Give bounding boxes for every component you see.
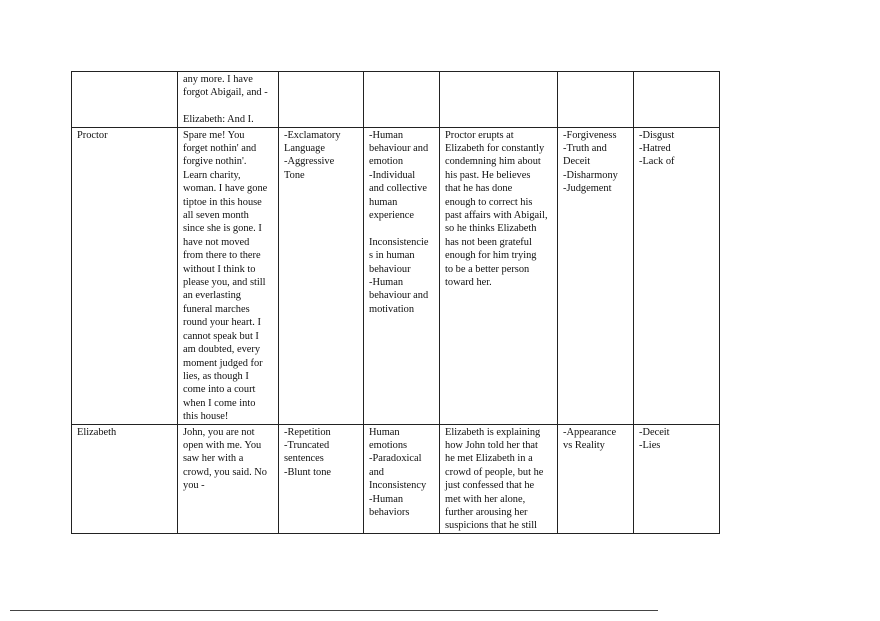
cell-line: enough for him trying (445, 250, 537, 262)
emotion-cell (634, 424, 720, 533)
cell-line: forgot Abigail, and - (183, 87, 268, 99)
theme-cell (558, 127, 634, 424)
quote-cell (178, 72, 279, 128)
cell-line: toward her. (445, 277, 492, 289)
cell-line: -Hatred (639, 143, 671, 155)
cell-line: Tone (284, 169, 305, 181)
cell-line: Proctor erupts at (445, 129, 514, 141)
cell-line: behaviour and (369, 143, 429, 155)
cell-line: met with her alone, (445, 493, 526, 505)
cell-line: behaviour (369, 263, 411, 275)
cell-line: -Disgust (639, 129, 675, 141)
explanation-cell (440, 127, 558, 424)
cell-line: sentences (284, 453, 324, 465)
concept-cell (364, 424, 440, 533)
cell-line: -Exclamatory (284, 129, 341, 141)
footer-rule (10, 610, 658, 611)
proctor-row (72, 127, 720, 424)
cell-line: -Human (369, 129, 404, 141)
cell-line: tiptoe in this house (183, 196, 262, 208)
cell-line: -Judgement (563, 183, 612, 195)
cell-line: John, you are not (183, 426, 255, 438)
character-cell (72, 72, 178, 128)
cell-line: how John told her that (445, 439, 538, 451)
cell-line: -Appearance (563, 426, 617, 438)
technique-cell (279, 72, 364, 128)
cell-line: suspicions that he still (445, 520, 538, 532)
cell-line: Elizabeth (77, 426, 117, 438)
cell-line: an everlasting (183, 290, 241, 302)
cell-line: experience (369, 210, 414, 222)
character-cell (72, 424, 178, 533)
explanation-cell (440, 424, 558, 533)
cell-line: s in human (369, 250, 415, 262)
cell-line: cannot speak but I (183, 330, 259, 342)
cell-line: crowd of people, but he (445, 466, 544, 478)
cell-line: any more. I have (183, 74, 253, 85)
cell-line: to be a better person (445, 263, 530, 275)
cell-line: -Individual (369, 169, 416, 181)
cell-line: vs Reality (563, 439, 605, 451)
elizabeth-row (72, 424, 720, 533)
cell-line: he met Elizabeth in a (445, 453, 533, 465)
cell-line: moment judged for (183, 357, 263, 369)
technique-cell (279, 424, 364, 533)
quote-cell (178, 424, 279, 533)
cell-line: -Truncated (284, 439, 330, 451)
cell-line: -Paradoxical (369, 453, 422, 465)
cell-line: -Disharmony (563, 169, 618, 181)
cell-line: please you, and still (183, 277, 266, 289)
analysis-table (71, 71, 720, 534)
cell-line: forget nothin' and (183, 143, 257, 155)
theme-cell (558, 424, 634, 533)
cell-line: has not been grateful (445, 236, 532, 248)
cell-line: Learn charity, (183, 169, 241, 181)
cell-line: you - (183, 480, 205, 492)
cell-line: that he has done (445, 183, 513, 195)
cell-line: and (369, 466, 385, 478)
cell-line: Proctor (77, 129, 108, 141)
cell-line: crowd, you said. No (183, 466, 267, 478)
cell-line: condemning him about (445, 156, 541, 168)
cell-line: just confessed that he (445, 480, 535, 492)
cell-line: human (369, 196, 398, 208)
quote-cell (178, 127, 279, 424)
cell-line (183, 100, 273, 113)
cell-line: behaviors (369, 506, 410, 518)
continuation-row (72, 72, 720, 128)
cell-line: his past. He believes (445, 169, 531, 181)
cell-line: come into a court (183, 384, 256, 396)
explanation-cell (440, 72, 558, 128)
cell-line: Inconsistency (369, 480, 427, 492)
cell-line: so he thinks Elizabeth (445, 223, 537, 235)
cell-line: all seven month (183, 210, 249, 222)
cell-line: past affairs with Abigail, (445, 210, 548, 222)
cell-line: -Truth and (563, 143, 607, 155)
cell-line: Language (284, 143, 325, 155)
cell-line: since she is gone. I (183, 223, 262, 235)
cell-line: when I come into (183, 397, 256, 409)
cell-line: Elizabeth: And I. (183, 114, 254, 126)
concept-cell (364, 72, 440, 128)
emotion-cell (634, 127, 720, 424)
cell-line: enough to correct his (445, 196, 533, 208)
cell-line: emotions (369, 439, 408, 451)
cell-line: Inconsistencie (369, 236, 429, 248)
cell-line: without I think to (183, 263, 256, 275)
cell-line: round your heart. I (183, 317, 261, 329)
cell-line: this house! (183, 411, 229, 423)
cell-line: -Aggressive (284, 156, 335, 168)
cell-line: Deceit (563, 156, 591, 168)
theme-cell (558, 72, 634, 128)
emotion-cell (634, 72, 720, 128)
cell-line (369, 222, 434, 235)
cell-line: open with me. You (183, 439, 262, 451)
cell-line: am doubted, every (183, 344, 261, 356)
technique-cell (279, 127, 364, 424)
cell-line: motivation (369, 303, 415, 315)
character-cell (72, 127, 178, 424)
cell-line: saw her with a (183, 453, 244, 465)
cell-line: -Repetition (284, 426, 331, 438)
cell-line: Elizabeth for constantly (445, 143, 545, 155)
cell-line: further arousing her (445, 506, 528, 518)
cell-line: -Human (369, 277, 404, 289)
cell-line: from there to there (183, 250, 261, 262)
cell-line: Elizabeth is explaining (445, 426, 541, 438)
cell-line: behaviour and (369, 290, 429, 302)
concept-cell (364, 127, 440, 424)
cell-line: emotion (369, 156, 404, 168)
cell-line: -Blunt tone (284, 466, 332, 478)
cell-line: and collective (369, 183, 427, 195)
cell-line: Human (369, 426, 400, 438)
cell-line: have not moved (183, 236, 250, 248)
cell-line: Spare me! You (183, 129, 245, 141)
cell-line: -Human (369, 493, 404, 505)
cell-line: funeral marches (183, 303, 250, 315)
cell-line: -Lies (639, 439, 661, 451)
cell-line: woman. I have gone (183, 183, 268, 195)
cell-line: -Lack of (639, 156, 675, 168)
cell-line: forgive nothin'. (183, 156, 247, 168)
cell-line: -Deceit (639, 426, 670, 438)
cell-line: -Forgiveness (563, 129, 617, 141)
cell-line: lies, as though I (183, 370, 249, 382)
